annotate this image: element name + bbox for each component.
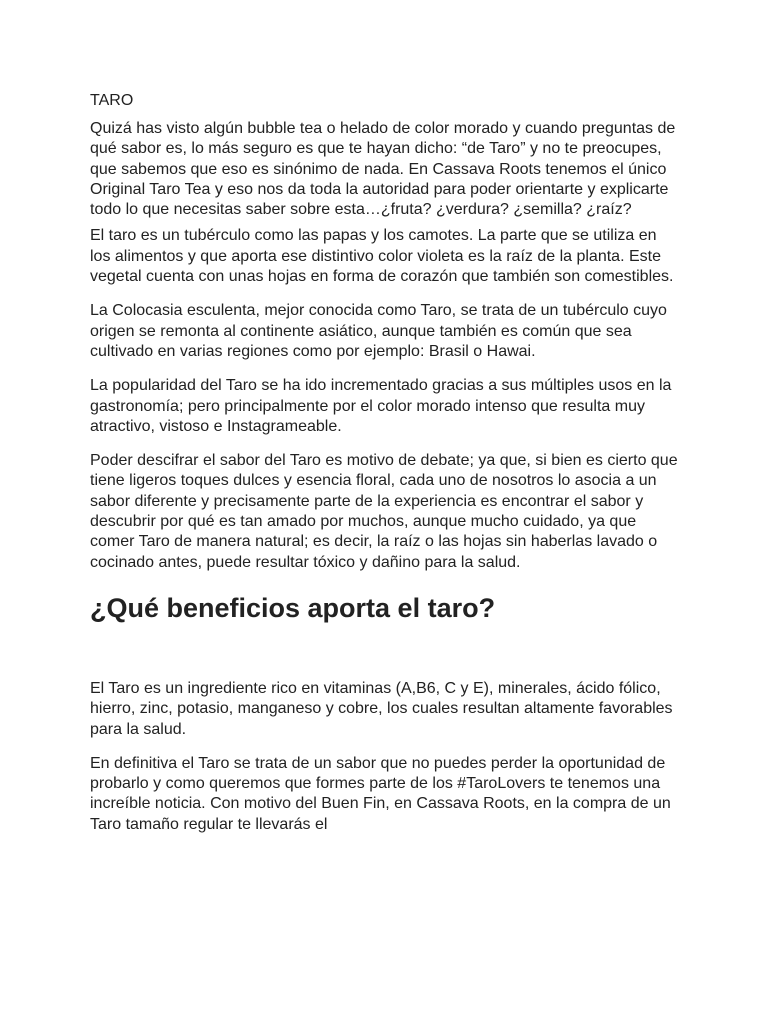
paragraph-flavor: Poder descifrar el sabor del Taro es motivo de debate; ya que, si bien es cierto que tiene ligeros toques dulces y esencia floral, cada uno de nosotros lo asocia a un sabor diferente y precisamente parte de la experiencia es encontrar el sabor y descubrir por qué es tan amado por muchos, aunque mucho cuidado, ya que comer Taro de manera natural; es decir, la raíz o las hojas sin haberlas lavado o cocinado antes, puede resultar tóxico y dañino para la salud. bbox=[90, 452, 678, 571]
document-title: TARO bbox=[90, 92, 134, 109]
paragraph-popularity: La popularidad del Taro se ha ido incrementado gracias a sus múltiples usos en la gastronomía; pero principalmente por el color morado intenso que resulta muy atractivo, vistoso e Instagrameable. bbox=[90, 377, 672, 435]
paragraph-tuber: El taro es un tubérculo como las papas y los camotes. La parte que se utiliza en los alimentos y que aporta ese distintivo color violeta es la raíz de la planta. Este vegetal cuenta con unas hojas en forma de corazón que también son comestibles. bbox=[90, 227, 674, 286]
section-heading: ¿Qué beneficios aporta el taro? bbox=[90, 592, 496, 623]
paragraph-nutrients: El Taro es un ingrediente rico en vitaminas (A,B6, C y E), minerales, ácido fólico, hierro, zinc, potasio, manganeso y cobre, los cuales resultan altamente favorables para la salud. bbox=[90, 679, 673, 738]
paragraph-intro: Quizá has visto algún bubble tea o helado de color morado y cuando preguntas de qué sabor es, lo más seguro es que te hayan dicho: “de Taro” y no te preocupes, que sabemos que eso es sinónimo de nada. En Cassava Roots tenemos el único Original Taro Tea y eso nos da toda la autoridad para poder orientarte y explicarte todo lo que necesitas saber sobre esta…¿fruta? ¿verdura? ¿semilla? ¿raíz? bbox=[90, 120, 676, 219]
document-page bbox=[90, 90, 680, 835]
paragraph-promo: En definitiva el Taro se trata de un sabor que no puedes perder la oportunidad de probarlo y como queremos que formes parte de los #TaroLovers te tenemos una increíble noticia. Con motivo del Buen Fin, en Cassava Roots, en la compra de un Taro tamaño regular te llevarás el bbox=[90, 754, 671, 833]
paragraph-origin: La Colocasia esculenta, mejor conocida como Taro, se trata de un tubérculo cuyo origen se remonta al continente asiático, aunque también es común que sea cultivado en varias regiones como por ejemplo: Brasil o Hawai. bbox=[90, 302, 667, 360]
